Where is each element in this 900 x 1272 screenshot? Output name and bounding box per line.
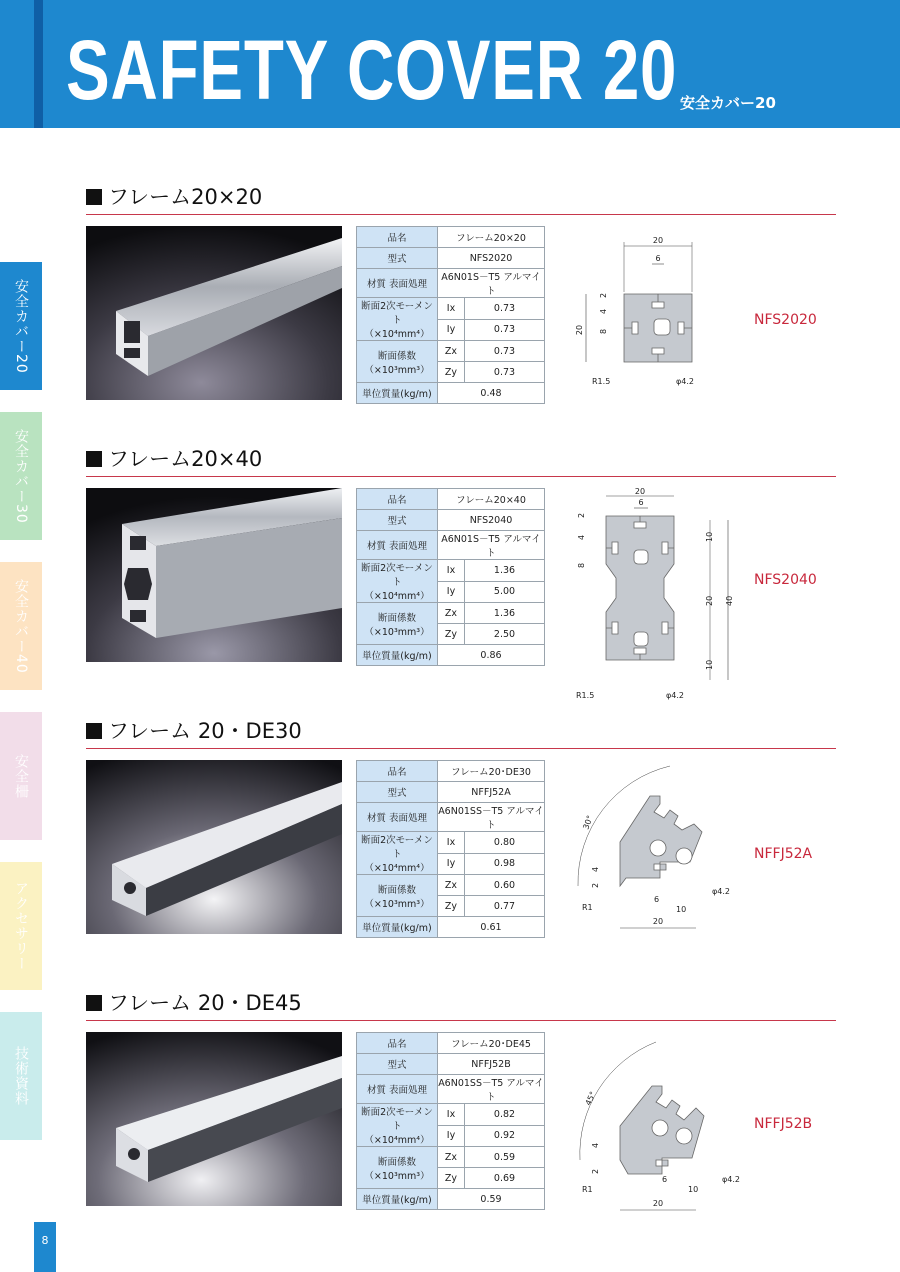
value-zy: 0.69 — [465, 1168, 545, 1189]
dim-40: 40 — [725, 595, 734, 606]
label-moment: 断面2次モーメント （×10⁴mm⁴） — [357, 298, 438, 341]
cross-section-drawing — [572, 1032, 762, 1256]
label-material: 材質 表面処理 — [357, 531, 438, 560]
dim-2: 2 — [591, 1168, 600, 1174]
dim-20: 20 — [705, 595, 714, 606]
label-iy: Iy — [438, 319, 465, 341]
value-mass: 0.59 — [438, 1189, 545, 1210]
value-material: A6N01S－T5 アルマイト — [438, 269, 545, 298]
dim-radius: R1.5 — [592, 377, 611, 386]
value-type: NFFJ52B — [438, 1054, 545, 1075]
value-ix: 0.80 — [465, 832, 545, 854]
label-mass: 単位質量(kg/m) — [357, 917, 438, 938]
dim-10: 10 — [688, 1185, 699, 1194]
dim-slot: 6 — [638, 498, 644, 507]
value-ix: 0.82 — [465, 1104, 545, 1126]
label-ix: Ix — [438, 560, 465, 582]
model-label: NFFJ52A — [754, 846, 813, 862]
page-title: SAFETY COVER 20 — [66, 23, 678, 117]
dim-10-top: 10 — [705, 531, 714, 542]
value-zy: 0.73 — [465, 362, 545, 383]
product-photo — [86, 488, 342, 662]
square-bullet-icon — [86, 189, 102, 205]
spec-table — [356, 226, 545, 404]
value-mass: 0.61 — [438, 917, 545, 938]
value-name: フレーム20･DE30 — [438, 761, 545, 782]
header-accent-bar — [34, 0, 43, 128]
dim-4: 4 — [591, 866, 600, 872]
value-type: NFS2020 — [438, 248, 545, 269]
tab-safety-cover-40[interactable]: 安全カバー40 — [0, 562, 42, 690]
label-modulus: 断面係数 （×10³mm³） — [357, 603, 438, 645]
dim-4: 4 — [591, 1142, 600, 1148]
value-mass: 0.48 — [438, 383, 545, 404]
section-divider — [86, 476, 836, 477]
page-header — [0, 0, 900, 128]
dim-hole: φ4.2 — [666, 691, 684, 700]
dim-angle: 30° — [581, 814, 595, 831]
value-iy: 0.73 — [465, 319, 545, 341]
value-ix: 1.36 — [465, 560, 545, 582]
label-zy: Zy — [438, 1168, 465, 1189]
value-material: A6N01SS－T5 アルマイト — [438, 1075, 545, 1104]
tab-safety-cover-30[interactable]: 安全カバー30 — [0, 412, 42, 540]
tab-accessories[interactable]: アクセサリー — [0, 862, 42, 990]
dim-angle: 45° — [583, 1090, 598, 1107]
dim-width: 20 — [634, 488, 646, 496]
dim-8: 8 — [599, 328, 608, 334]
value-material: A6N01SS－T5 アルマイト — [438, 803, 545, 832]
label-moment: 断面2次モーメント （×10⁴mm⁴） — [357, 832, 438, 875]
dim-6: 6 — [654, 895, 660, 904]
label-type: 型式 — [357, 1054, 438, 1075]
value-zx: 1.36 — [465, 603, 545, 624]
dim-radius: R1 — [582, 1185, 593, 1194]
product-photo — [86, 760, 342, 934]
label-modulus: 断面係数 （×10³mm³） — [357, 341, 438, 383]
label-zx: Zx — [438, 603, 465, 624]
value-zx: 0.60 — [465, 875, 545, 896]
label-zx: Zx — [438, 341, 465, 362]
spec-table — [356, 760, 545, 938]
dim-radius: R1 — [582, 903, 593, 912]
page-subtitle: 安全カバー20 — [680, 94, 776, 112]
label-mass: 単位質量(kg/m) — [357, 645, 438, 666]
label-material: 材質 表面処理 — [357, 803, 438, 832]
dim-hole: φ4.2 — [712, 887, 730, 896]
value-iy: 0.98 — [465, 853, 545, 875]
dim-2: 2 — [577, 512, 586, 518]
dim-hole: φ4.2 — [676, 377, 694, 386]
value-zy: 0.77 — [465, 896, 545, 917]
value-type: NFFJ52A — [438, 782, 545, 803]
label-type: 型式 — [357, 510, 438, 531]
square-bullet-icon — [86, 723, 102, 739]
label-type: 型式 — [357, 248, 438, 269]
square-bullet-icon — [86, 451, 102, 467]
value-iy: 5.00 — [465, 581, 545, 603]
dim-height: 20 — [575, 324, 584, 336]
label-iy: Iy — [438, 1125, 465, 1147]
product-photo — [86, 1032, 342, 1206]
label-modulus: 断面係数 （×10³mm³） — [357, 1147, 438, 1189]
section-divider — [86, 1020, 836, 1021]
section-title: フレーム20×40 — [86, 446, 262, 472]
value-material: A6N01S－T5 アルマイト — [438, 531, 545, 560]
label-type: 型式 — [357, 782, 438, 803]
dim-width: 20 — [652, 236, 664, 245]
label-zy: Zy — [438, 624, 465, 645]
dim-2: 2 — [599, 292, 608, 298]
label-moment: 断面2次モーメント （×10⁴mm⁴） — [357, 560, 438, 603]
value-iy: 0.92 — [465, 1125, 545, 1147]
tab-safety-cover-20[interactable]: 安全カバー20 — [0, 262, 42, 390]
dim-20: 20 — [652, 917, 664, 926]
section-divider — [86, 748, 836, 749]
tab-safety-fence[interactable]: 安全柵 — [0, 712, 42, 840]
label-zx: Zx — [438, 1147, 465, 1168]
dim-6: 6 — [662, 1175, 668, 1184]
label-name: 品名 — [357, 1033, 438, 1054]
value-ix: 0.73 — [465, 298, 545, 320]
value-zy: 2.50 — [465, 624, 545, 645]
value-type: NFS2040 — [438, 510, 545, 531]
cross-section-drawing — [572, 226, 762, 406]
label-material: 材質 表面処理 — [357, 269, 438, 298]
dim-4: 4 — [599, 308, 608, 314]
label-modulus: 断面係数 （×10³mm³） — [357, 875, 438, 917]
spec-table — [356, 488, 545, 666]
page-number: 8 — [34, 1222, 56, 1272]
dim-hole: φ4.2 — [722, 1175, 740, 1184]
dim-slot: 6 — [655, 254, 661, 263]
cross-section-drawing — [572, 488, 762, 710]
value-zx: 0.73 — [465, 341, 545, 362]
section-divider — [86, 214, 836, 215]
value-zx: 0.59 — [465, 1147, 545, 1168]
value-name: フレーム20×40 — [438, 489, 545, 510]
label-mass: 単位質量(kg/m) — [357, 1189, 438, 1210]
dim-2: 2 — [591, 882, 600, 888]
label-iy: Iy — [438, 581, 465, 603]
label-zy: Zy — [438, 362, 465, 383]
model-label: NFS2040 — [754, 572, 817, 588]
model-label: NFS2020 — [754, 312, 817, 328]
dim-10-bottom: 10 — [705, 659, 714, 670]
value-name: フレーム20×20 — [438, 227, 545, 248]
label-ix: Ix — [438, 1104, 465, 1126]
label-name: 品名 — [357, 761, 438, 782]
section-title: フレーム20×20 — [86, 184, 262, 210]
label-name: 品名 — [357, 227, 438, 248]
label-iy: Iy — [438, 853, 465, 875]
label-ix: Ix — [438, 832, 465, 854]
spec-table — [356, 1032, 545, 1210]
label-zx: Zx — [438, 875, 465, 896]
label-moment: 断面2次モーメント （×10⁴mm⁴） — [357, 1104, 438, 1147]
section-title: フレーム 20・DE45 — [86, 990, 302, 1016]
label-material: 材質 表面処理 — [357, 1075, 438, 1104]
dim-20: 20 — [652, 1199, 664, 1208]
square-bullet-icon — [86, 995, 102, 1011]
dim-radius: R1.5 — [576, 691, 595, 700]
cross-section-drawing — [572, 760, 762, 940]
tab-technical-data[interactable]: 技術資料 — [0, 1012, 42, 1140]
model-label: NFFJ52B — [754, 1116, 813, 1132]
dim-8: 8 — [577, 562, 586, 568]
dim-10: 10 — [676, 905, 687, 914]
value-mass: 0.86 — [438, 645, 545, 666]
label-ix: Ix — [438, 298, 465, 320]
product-photo — [86, 226, 342, 400]
label-name: 品名 — [357, 489, 438, 510]
label-zy: Zy — [438, 896, 465, 917]
dim-4: 4 — [577, 534, 586, 540]
label-mass: 単位質量(kg/m) — [357, 383, 438, 404]
value-name: フレーム20･DE45 — [438, 1033, 545, 1054]
section-title: フレーム 20・DE30 — [86, 718, 302, 744]
